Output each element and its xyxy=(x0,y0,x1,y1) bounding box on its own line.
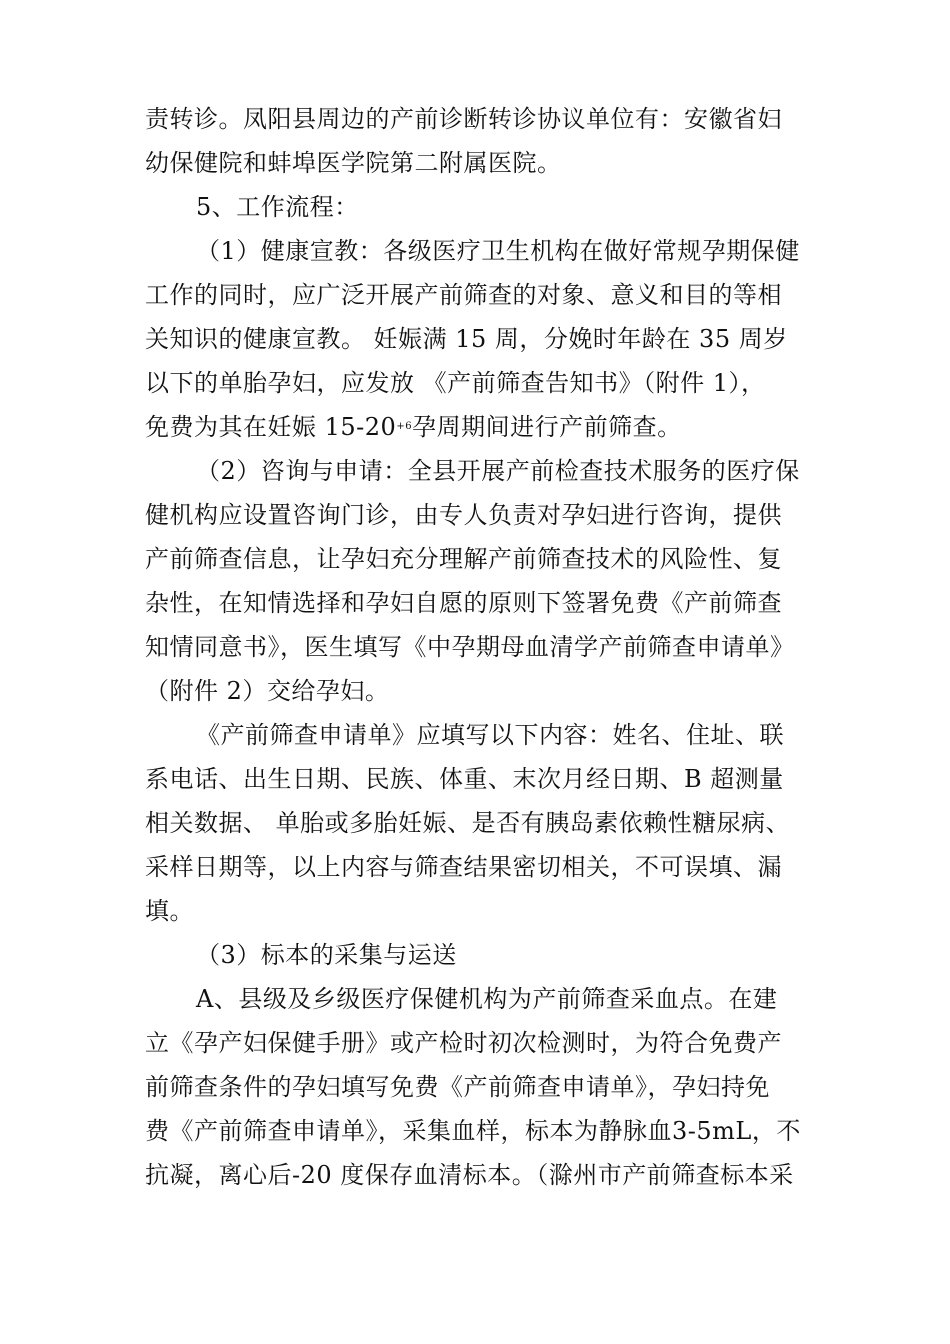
week-superscript: +6 xyxy=(396,421,413,432)
text-line: 相关数据、 单胎或多胎妊娠、是否有胰岛素依赖性糖尿病、 xyxy=(145,809,791,837)
text-line: 填。 xyxy=(145,897,194,925)
text-line: （附件 2）交给孕妇。 xyxy=(145,677,390,705)
text-line: 系电话、出生日期、民族、体重、末次月经日期、B 超测量 xyxy=(145,765,784,793)
text-line: A、县级及乡级医疗保健机构为产前筛查采血点。在建 xyxy=(196,985,778,1013)
text-line: 产前筛查信息，让孕妇充分理解产前筛查技术的风险性、复 xyxy=(145,545,782,573)
text-line: 杂性，在知情选择和孕妇自愿的原则下签署免费《产前筛查 xyxy=(145,589,782,617)
text-line: 前筛查条件的孕妇填写免费《产前筛查申请单》，孕妇持免 xyxy=(145,1073,770,1101)
text-line: 责转诊。凤阳县周边的产前诊断转诊协议单位有：安徽省妇 xyxy=(145,105,782,133)
section-heading: （3）标本的采集与运送 xyxy=(196,941,457,969)
week-text-before: 免费为其在妊娠 15-20 xyxy=(145,413,397,441)
text-line: （1）健康宣教：各级医疗卫生机构在做好常规孕期保健 xyxy=(196,237,800,265)
text-line: 采样日期等，以上内容与筛查结果密切相关，不可误填、漏 xyxy=(145,853,782,881)
text-line: 关知识的健康宣教。 妊娠满 15 周，分娩时年龄在 35 周岁 xyxy=(145,325,788,353)
text-line: 知情同意书》，医生填写《中孕期母血清学产前筛查申请单》 xyxy=(145,633,795,661)
week-text-after: 孕周期间进行产前筛查。 xyxy=(412,413,682,441)
text-line: 《产前筛查申请单》应填写以下内容：姓名、住址、联 xyxy=(196,721,784,749)
text-line: 健机构应设置咨询门诊，由专人负责对孕妇进行咨询，提供 xyxy=(145,501,782,529)
text-line: （2）咨询与申请：全县开展产前检查技术服务的医疗保 xyxy=(196,457,800,485)
text-line: 工作的同时，应广泛开展产前筛查的对象、意义和目的等相 xyxy=(145,281,782,309)
text-line: 抗凝，离心后-20 度保存血清标本。（滁州市产前筛查标本采 xyxy=(145,1161,794,1189)
text-line: 幼保健院和蚌埠医学院第二附属医院。 xyxy=(145,149,562,177)
text-line: 以下的单胎孕妇，应发放 《产前筛查告知书》（附件 1）， xyxy=(145,369,766,397)
text-line-week-range xyxy=(145,405,805,449)
text-line: 立《孕产妇保健手册》或产检时初次检测时，为符合免费产 xyxy=(145,1029,782,1057)
text-line: 费《产前筛查申请单》，采集血样，标本为静脉血3-5mL，不 xyxy=(145,1117,801,1145)
section-heading: 5、工作流程： xyxy=(196,193,359,221)
